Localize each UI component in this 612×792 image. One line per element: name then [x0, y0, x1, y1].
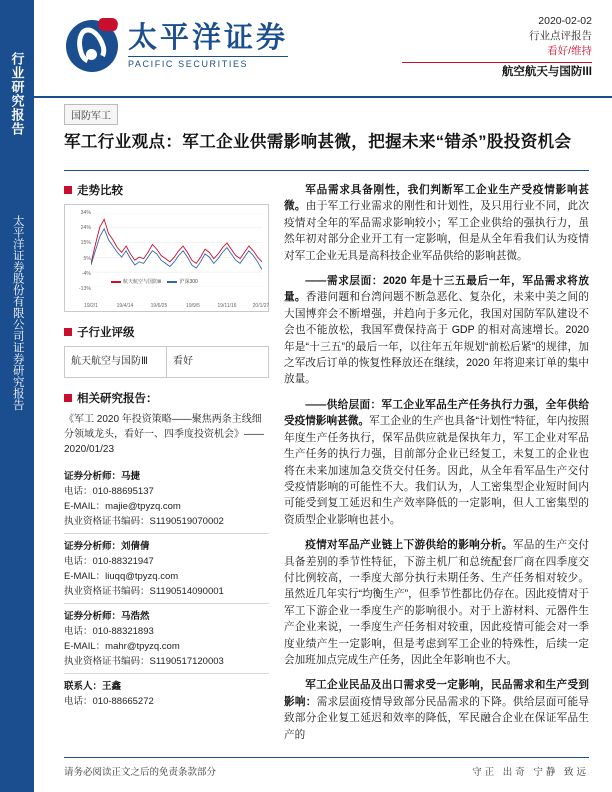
- square-bullet-icon: [64, 394, 72, 402]
- chart-x-tick: 19/6/25: [150, 303, 168, 309]
- brand-name-cn: 太平洋证券: [128, 22, 289, 54]
- report-kind: 行业点评报告: [529, 30, 592, 42]
- report-sector: 航空航天与国防III: [501, 66, 592, 78]
- body-paragraph: [284, 677, 589, 743]
- rating-row-value: 看好: [167, 347, 269, 378]
- chart-svg: [91, 213, 262, 287]
- paragraph-text: 香港问题和台湾问题不断急恶化、复杂化，未来中美之间的大国博弈会不断增强，并趋向于多元化，我国对国防军队建设不会也不能放松，我国军费保持高于 GDP 的相对高速增长。2020 年是“十三五”的最后一年，以往年五年规划“前松后紧”的规律，加之军改后订单的恢复性释放还在继续，2020 年将迎来订单的集中放量。: [284, 291, 590, 386]
- header-rule: [34, 96, 612, 98]
- analyst-license: 执业资格证书编码：S1190519070002: [64, 516, 224, 527]
- chart-x-tick: 19/9/5: [186, 303, 200, 309]
- square-bullet-icon: [64, 186, 72, 194]
- body-paragraph: [284, 182, 589, 264]
- brand-text: [128, 23, 288, 69]
- brand-logo: [64, 18, 288, 74]
- analyst-email[interactable]: E-MAIL：majie@tpyzq.com: [64, 501, 181, 512]
- chart-legend: [111, 278, 198, 285]
- sidebar-subtitle: 太平洋证券股份有限公司证券研究报告: [11, 215, 24, 411]
- paragraph-lead: 军工企业民品及出口需求受一定影响，民品需求和生产受到影响：: [284, 679, 589, 708]
- analyst-block: [64, 469, 269, 534]
- trend-comparison-chart: [64, 204, 269, 312]
- sidebar-title: 行业研究报告: [9, 52, 25, 136]
- paragraph-lead: 军品需求具备刚性，我们判断军工企业生产受疫情影响甚微。: [284, 184, 589, 213]
- paragraph-lead: 疫情对军品产业链上下游供给的影响分析。: [305, 539, 513, 552]
- body-paragraph: [284, 273, 589, 388]
- sub-industry-rating-table: [64, 346, 269, 378]
- header-meta: [402, 14, 592, 80]
- left-column: [64, 182, 269, 709]
- contact-block: [64, 679, 269, 709]
- analyst-phone: 电话：010-88695137: [64, 486, 154, 497]
- paragraph-lead: ——供给层面：军工企业军品生产任务执行力强，全年供给受疫情影响甚微。: [284, 398, 589, 428]
- paragraph-text: 需求层面疫情导致部分民品需求的下降。供给层面可能导致部分企业复工延迟和效率的降低，军民融合企业在保证军品生产的: [284, 695, 590, 741]
- document-header: [34, 0, 612, 96]
- chart-legend-item: 沪深300: [167, 278, 197, 285]
- chart-y-tick: 24%: [80, 225, 91, 232]
- analyst-block: [64, 609, 269, 674]
- chart-x-tick: 20/1/27: [252, 303, 270, 309]
- body-paragraph: [284, 397, 589, 528]
- analyst-phone: 电话：010-88321893: [64, 626, 154, 637]
- chart-section-heading: [64, 182, 269, 198]
- table-row: [65, 347, 269, 378]
- analyst-role: 证券分析师：刘倩倩: [64, 541, 150, 552]
- analyst-role: 证券分析师：马捷: [64, 471, 141, 482]
- report-date: 2020-02-02: [538, 15, 592, 27]
- analyst-license: 执业资格证书编码：S1190514090001: [64, 586, 224, 597]
- chart-x-tick: 19/2/1: [84, 303, 98, 309]
- industry-tag: 国防军工: [64, 104, 118, 125]
- brand-name-en: PACIFIC SECURITIES: [128, 56, 288, 69]
- chart-legend-item: 航天航空与国防Ⅲ: [111, 278, 161, 285]
- related-report-item[interactable]: 《军工 2020 年投资策略——聚焦两条主线细分领域龙头，看好一、四季度投资机会》——2020/01/23: [64, 414, 264, 455]
- chart-y-tick: 5%: [83, 255, 91, 262]
- chart-y-tick: 15%: [80, 240, 91, 247]
- chart-y-tick: -13%: [78, 286, 91, 292]
- paragraph-text: 军品的生产交付具备差别的季节性特征，下游主机厂和总统配套厂商在四季度交付比例较高，一季度大部分执行未期任务、生产任务相对较少。虽然近几年实行“均衡生产”，但季节性都比仍存在。因此疫情对于军工下游企业一季度生产的影响很小。对于上游材料、元器件生产企业来说，一季度生产任务相对较重，因此疫情可能会对一季度业绩产生一定影响，但是考虑到军工企业的特殊性，后续一定会加班加点完成生产任务，因此全年影响也不大。: [284, 539, 590, 666]
- chart-y-tick: -4%: [81, 270, 91, 277]
- page-title: 军工行业观点：军工企业供需影响甚微，把握未来“错杀”股投资机会: [64, 133, 572, 151]
- chart-x-tick: 19/11/16: [217, 303, 237, 309]
- analyst-license: 执业资格证书编码：S1190517120003: [64, 656, 224, 667]
- analyst-phone: 电话：010-88321947: [64, 556, 154, 567]
- rating-row-name: 航天航空与国防Ⅲ: [65, 347, 167, 378]
- paragraph-text: 由于军工行业需求的刚性和计划性，及只用行业不同，此次疫情对全年的军品需求影响较小；军工企业供给的强执行力，虽然年初对部分企业开工有一定影响，但是从全年看我们认为疫情对军工企业无具是高科技企业军品供给的影响甚微。: [284, 200, 590, 262]
- rating-section-title: 子行业评级: [77, 327, 135, 339]
- contact-role: 联系人：王鑫: [64, 681, 122, 692]
- related-section-title: 相关研究报告：: [77, 393, 158, 405]
- footer-note: 请务必阅读正文之后的免责条款部分: [64, 767, 217, 778]
- body-paragraph: [284, 537, 589, 668]
- analyst-email[interactable]: E-MAIL：mahr@tpyzq.com: [64, 641, 180, 652]
- analyst-role: 证券分析师：马浩然: [64, 611, 150, 622]
- document-footer: [64, 764, 589, 778]
- left-sidebar-bar: [0, 0, 34, 792]
- chart-section-title: 走势比较: [77, 185, 123, 197]
- square-bullet-icon: [64, 328, 72, 336]
- rating-section-heading: [64, 324, 269, 340]
- title-divider: [64, 170, 589, 171]
- paragraph-text: 军工企业的生产也具备“计划性”特征，年内按照年度生产任务执行，保军品供应就是保执年力，军工企业对军品生产任务的执行力强，目前部分企业已经复工，未复工的企业也将在未来加速加急交货交付任务。因此，从全年看军品生产交付受疫情影响的可能性不大。我们认为，人工密集型企业短时间内可能受到复工延迟和生产效率降低的一定影响，但人工密集型的资质型企业影响也甚小。: [284, 415, 590, 526]
- related-section-heading: [64, 390, 269, 406]
- report-rating: 看好/维持: [547, 45, 592, 57]
- chart-y-tick: 34%: [80, 210, 91, 216]
- body-text-column: [284, 182, 589, 752]
- pacific-securities-logo-icon: [64, 18, 120, 74]
- chart-x-tick: 19/4/14: [116, 303, 134, 309]
- footer-divider: [64, 757, 589, 758]
- header-divider: [402, 62, 592, 63]
- contact-phone: 电话：010-88665272: [64, 696, 154, 707]
- footer-slogan: 守正 出奇 宁静 致远: [472, 767, 589, 778]
- paragraph-lead: ——需求层面：2020 年是十三五最后一年，军品需求将放量。: [284, 275, 589, 304]
- chart-plot-area: [91, 213, 262, 287]
- document-sheet: [34, 0, 612, 792]
- analyst-block: [64, 539, 269, 604]
- analyst-email[interactable]: E-MAIL：liuqq@tpyzq.com: [64, 571, 179, 582]
